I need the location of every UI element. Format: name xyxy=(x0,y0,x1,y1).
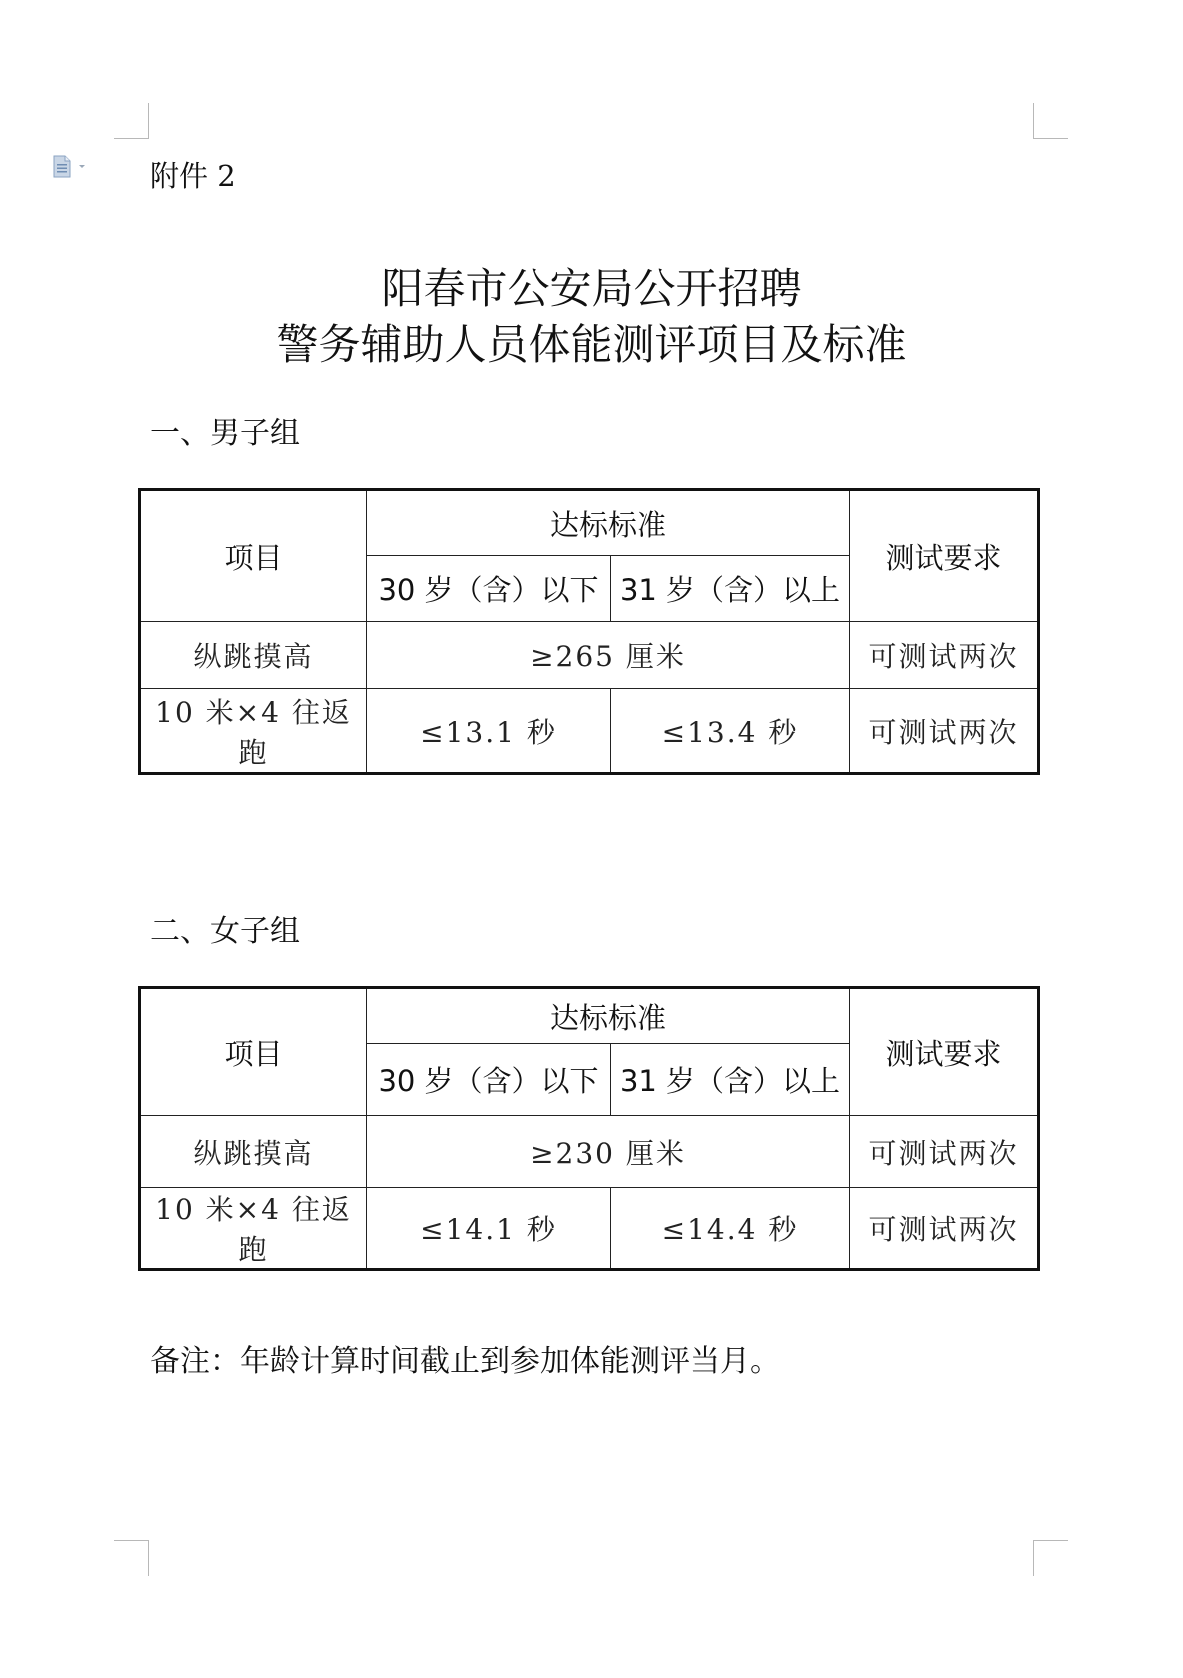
header-age-over31: 31 岁（含）以上 xyxy=(611,1044,850,1116)
table-row xyxy=(140,622,1039,689)
document-menu[interactable] xyxy=(52,155,88,179)
header-item: 项目 xyxy=(140,988,367,1116)
standards-table-male xyxy=(138,488,1040,775)
crop-mark xyxy=(1033,138,1068,139)
standard-over31-cell: ≤13.4 秒 xyxy=(611,689,850,774)
header-age-under30: 30 岁（含）以下 xyxy=(367,556,611,622)
header-age-over31: 31 岁（含）以上 xyxy=(611,556,850,622)
standard-under30-cell: ≤14.1 秒 xyxy=(367,1188,611,1270)
standard-over31-cell: ≤14.4 秒 xyxy=(611,1188,850,1270)
section-heading-male: 一、男子组 xyxy=(150,416,300,451)
document-icon xyxy=(52,155,88,179)
dropdown-arrow-icon xyxy=(79,165,85,168)
requirement-cell: 可测试两次 xyxy=(850,622,1039,689)
table-row xyxy=(140,1116,1039,1188)
item-cell: 纵跳摸高 xyxy=(140,622,367,689)
section-heading-female: 二、女子组 xyxy=(150,914,300,949)
crop-mark xyxy=(114,138,149,139)
footnote: 备注：年龄计算时间截止到参加体能测评当月。 xyxy=(150,1344,780,1379)
header-age-under30: 30 岁（含）以下 xyxy=(367,1044,611,1116)
requirement-cell: 可测试两次 xyxy=(850,1116,1039,1188)
header-item: 项目 xyxy=(140,490,367,622)
table-row xyxy=(140,689,1039,774)
table-row xyxy=(140,1188,1039,1270)
crop-mark xyxy=(1033,103,1034,139)
crop-mark xyxy=(148,1540,149,1576)
item-cell: 10 米×4 往返跑 xyxy=(140,1188,367,1270)
standards-table-female xyxy=(138,986,1040,1271)
header-requirement: 测试要求 xyxy=(850,988,1039,1116)
header-standard: 达标标准 xyxy=(367,490,850,556)
crop-mark xyxy=(1033,1540,1068,1541)
item-cell: 纵跳摸高 xyxy=(140,1116,367,1188)
requirement-cell: 可测试两次 xyxy=(850,1188,1039,1270)
crop-mark xyxy=(148,103,149,139)
header-standard: 达标标准 xyxy=(367,988,850,1044)
standard-cell: ≥230 厘米 xyxy=(367,1116,850,1188)
header-requirement: 测试要求 xyxy=(850,490,1039,622)
title-line-2: 警务辅助人员体能测评项目及标准 xyxy=(276,320,907,369)
title-line-1: 阳春市公安局公开招聘 xyxy=(381,264,802,313)
standard-under30-cell: ≤13.1 秒 xyxy=(367,689,611,774)
crop-mark xyxy=(114,1540,149,1541)
item-cell: 10 米×4 往返跑 xyxy=(140,689,367,774)
standard-cell: ≥265 厘米 xyxy=(367,622,850,689)
requirement-cell: 可测试两次 xyxy=(850,689,1039,774)
attachment-label: 附件 2 xyxy=(150,159,236,193)
crop-mark xyxy=(1033,1540,1034,1576)
